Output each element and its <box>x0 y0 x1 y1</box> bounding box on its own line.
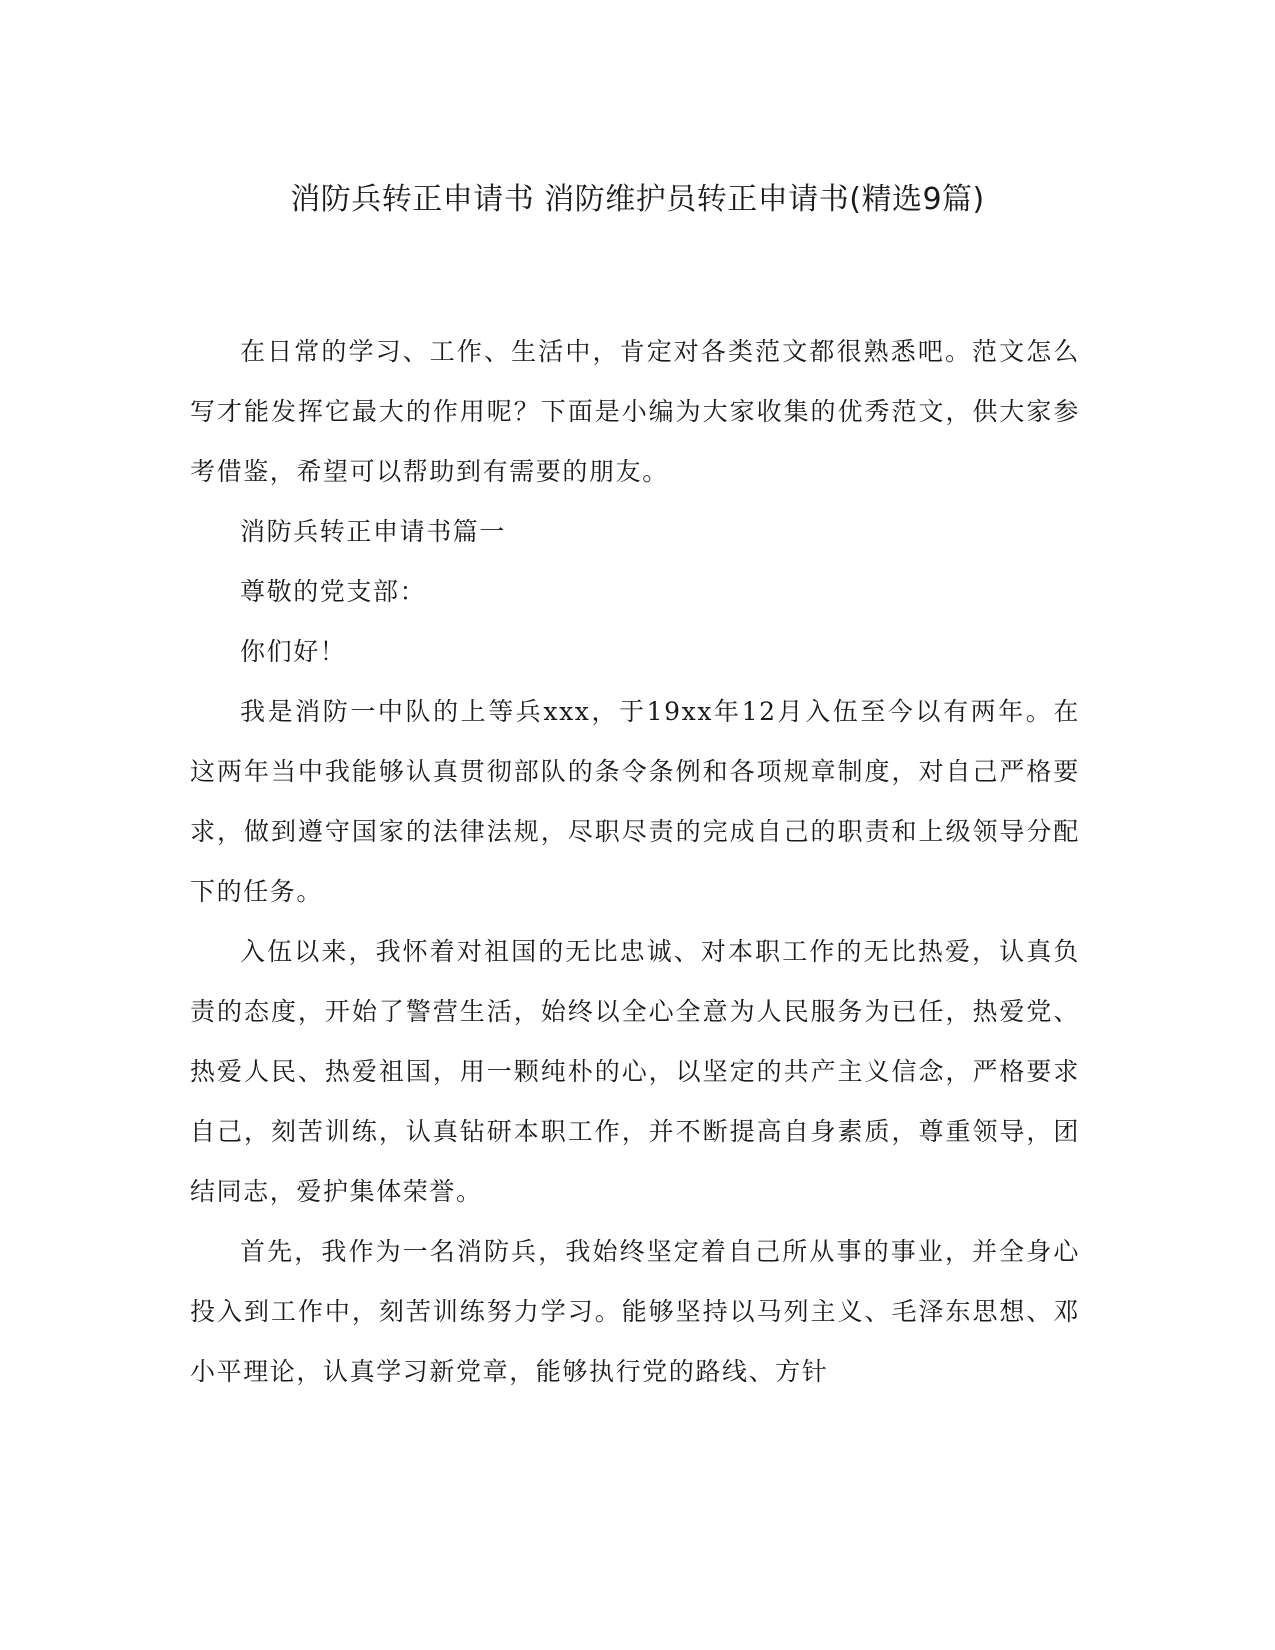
salutation: 尊敬的党支部： <box>240 577 427 606</box>
body-paragraph: 我是消防一中队的上等兵xxx，于19xx年12月入伍至今以有两年。在这两年当中我能够认真贯彻部队的条令条例和各项规章制度，对自己严格要求，做到遵守国家的法律法规，尽职尽责的完成自己的职责和上级领导分配下的任务。 <box>190 697 1080 906</box>
body-paragraph: 入伍以来，我怀着对祖国的无比忠诚、对本职工作的无比热爱，认真负责的态度，开始了警营生活，始终以全心全意为人民服务为已任，热爱党、热爱人民、热爱祖国，用一颗纯朴的心，以坚定的共产主义信念，严格要求自己，刻苦训练，认真钻研本职工作，并不断提高自身素质，尊重领导，团结同志，爱护集体荣誉。 <box>190 937 1080 1206</box>
greeting: 你们好！ <box>240 637 347 666</box>
body-paragraph: 首先，我作为一名消防兵，我始终坚定着自己所从事的事业，并全身心投入到工作中，刻苦训练努力学习。能够坚持以马列主义、毛泽东思想、邓小平理论，认真学习新党章，能够执行党的路线、方针 <box>190 1237 1080 1386</box>
document-body <box>190 322 1080 1402</box>
document-title: 消防兵转正申请书 消防维护员转正申请书(精选9篇) <box>290 182 985 217</box>
intro-paragraph: 在日常的学习、工作、生活中，肯定对各类范文都很熟悉吧。范文怎么写才能发挥它最大的作用呢？下面是小编为大家收集的优秀范文，供大家参考借鉴，希望可以帮助到有需要的朋友。 <box>190 337 1080 486</box>
section-heading: 消防兵转正申请书篇一 <box>240 517 507 546</box>
